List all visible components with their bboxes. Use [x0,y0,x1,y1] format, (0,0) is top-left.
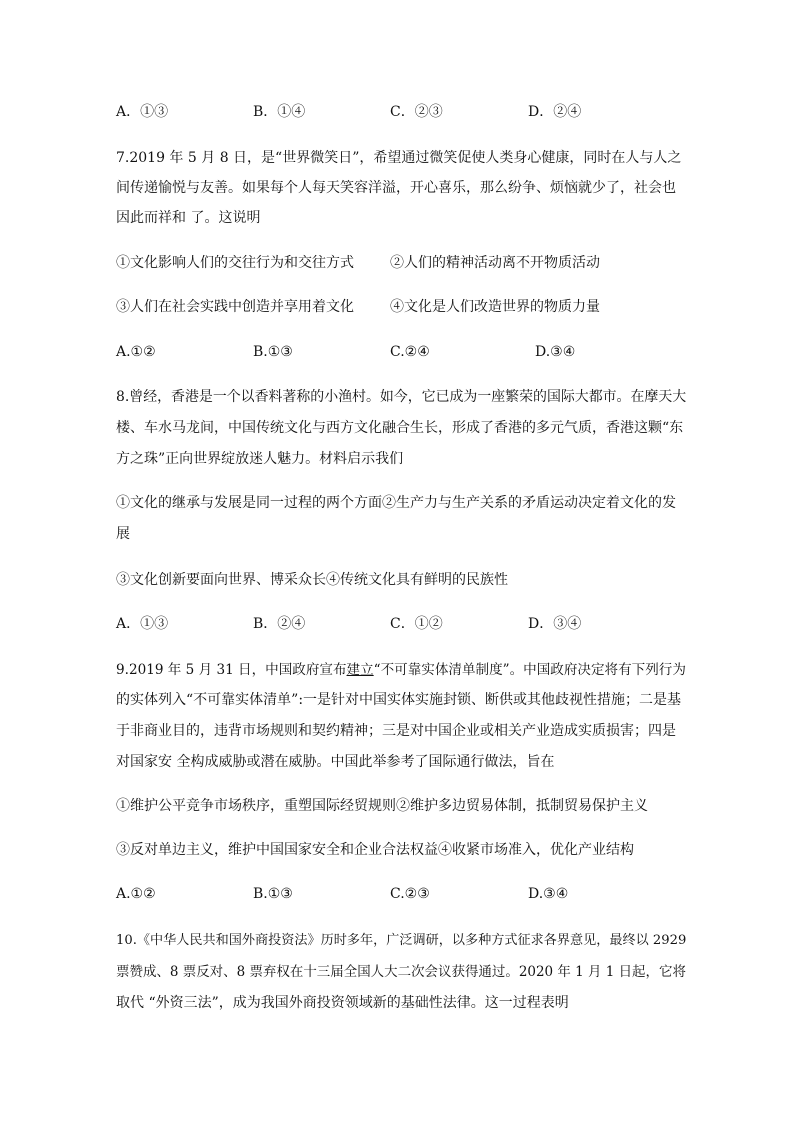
q9-stem-line-1 [116,660,686,680]
q9-option-b: B.①③ [253,886,293,902]
q8-option-d: D．③④ [528,616,582,632]
q9-stem-prefix: 9.2019 年 5 月 31 日，中国政府宣布 [116,662,347,678]
q8-option-c: C．①② [390,616,443,632]
q10-stem-line-2: 票赞成、8 票反对、8 票弃权在十三届全国人大二次会议获得通过。2020 年 1 月 1 日起，它将 [116,964,686,980]
q7-statement-1: ①文化影响人们的交往行为和交往方式 [116,255,354,271]
q9-statement-line-2: ③反对单边主义，维护中国国家安全和企业合法权益④收紧市场准入，优化产业结构 [116,842,634,858]
q6-options [116,102,716,122]
q9-stem-line-4: 对国家安 全构成威胁或潜在威胁。中国此举参考了国际通行做法，旨在 [116,754,555,770]
q7-stem-line-2: 间传递愉悦与友善。如果每个人每天笑容洋溢，开心喜乐，那么纷争、烦恼就少了，社会也 [116,180,676,196]
q8-stem-line-3: 方之珠”正向世界绽放迷人魅力。材料启示我们 [116,451,404,467]
q7-option-a: A.①② [116,344,156,360]
q10-stem-line-3: 取代 “外资三法”，成为我国外商投资领域新的基础性法律。这一过程表明 [116,995,569,1011]
q8-options [116,614,716,634]
q9-stem-suffix: “不可靠实体清单制度”。中国政府决定将有下列行为 [373,662,686,678]
q9-option-d: D.③④ [528,886,569,902]
q7-statement-4: ④文化是人们改造世界的物质力量 [390,299,600,315]
q8-statement-line-1: ①文化的继承与发展是同一过程的两个方面②生产力与生产关系的矛盾运动决定着文化的发 [116,495,676,511]
q9-option-a: A.①② [116,886,156,902]
q9-statement-line-1: ①维护公平竞争市场秩序，重塑国际经贸规则②维护多边贸易体制，抵制贸易保护主义 [116,798,648,814]
q10-stem-line-1: 10.《中华人民共和国外商投资法》历时多年，广泛调研，以多种方式征求各界意见，最终以 2929 [116,933,687,948]
q7-stem-line-1: 7.2019 年 5 月 8 日，是“世界微笑日”，希望通过微笑促使人类身心健康，同时在人与人之 [116,150,682,166]
q8-stem-line-2: 楼、车水马龙间，中国传统文化与西方文化融合生长，形成了香港的多元气质，香港这颗“东 [116,420,684,436]
q7-option-d: D.③④ [535,344,576,360]
q7-option-c: C.②④ [390,344,430,360]
q6-option-b: B．①④ [253,104,306,120]
q6-option-a: A．①③ [116,104,169,120]
q9-option-c: C.②③ [390,886,430,902]
q6-option-c: C．②③ [390,104,443,120]
q7-stem-line-3: 因此而祥和 了。这说明 [116,210,261,226]
q9-stem-line-2: 的实体列入“不可靠实体清单”:一是针对中国实体实施封锁、断供或其他歧视性措施；二是基 [116,692,682,708]
q7-options [116,342,716,362]
q8-option-b: B．②④ [253,616,306,632]
q7-option-b: B.①③ [253,344,293,360]
q7-statement-3: ③人们在社会实践中创造并享用着文化 [116,299,354,315]
q9-stem-line-3: 于非商业目的，违背市场规则和契约精神；三是对中国企业或相关产业造成实质损害；四是 [116,723,676,739]
q8-statement-line-2: 展 [116,526,130,542]
q8-statement-line-3: ③文化创新要面向世界、博采众长④传统文化具有鲜明的民族性 [116,572,508,588]
q9-options [116,884,716,904]
q8-option-a: A．①③ [116,616,169,632]
q9-underlined-word: 建立 [346,662,374,678]
q6-option-d: D．②④ [528,104,582,120]
q8-stem-line-1: 8.曾经，香港是一个以香料著称的小渔村。如今，它已成为一座繁荣的国际大都市。在摩天大 [116,389,687,405]
q7-statement-2: ②人们的精神活动离不开物质活动 [390,255,600,271]
